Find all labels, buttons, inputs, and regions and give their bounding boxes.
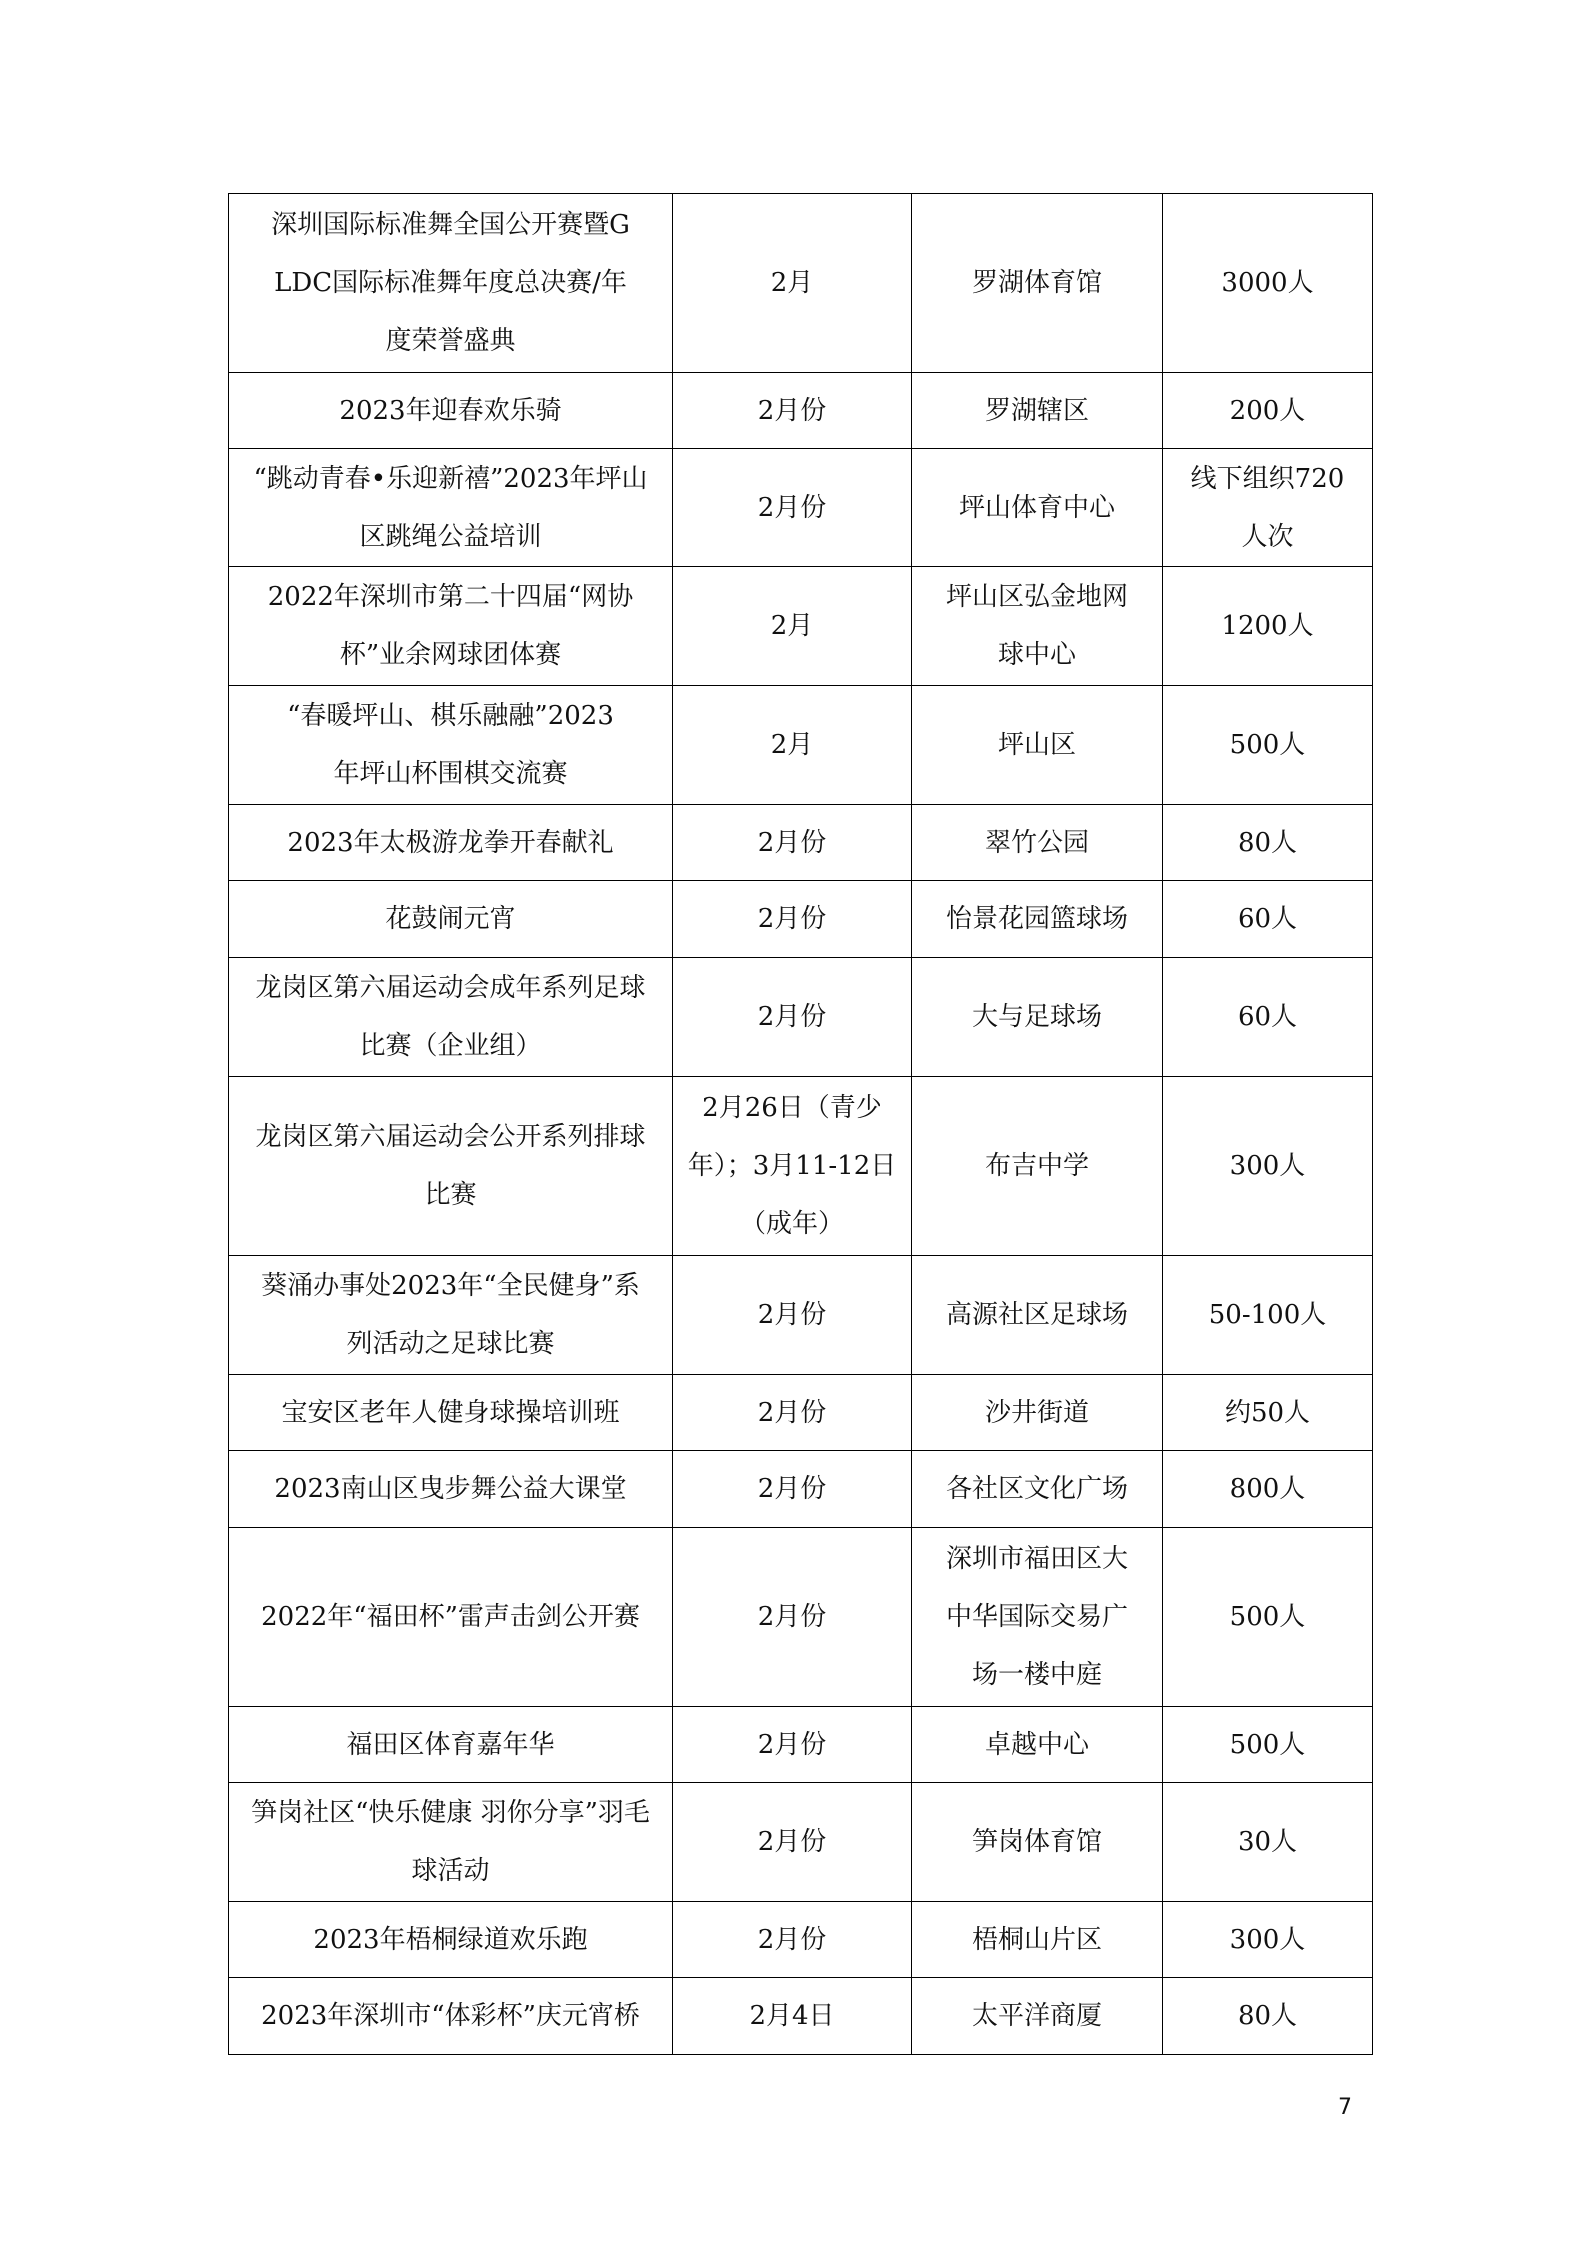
event-cell: 深圳国际标准舞全国公开赛暨GLDC国际标准舞年度总决赛/年度荣誉盛典 xyxy=(229,194,673,373)
event-cell: 2022年“福田杯”雷声击剑公开赛 xyxy=(229,1528,673,1707)
table-row xyxy=(229,958,1373,1077)
scale-cell: 60人 xyxy=(1163,881,1373,958)
table-row xyxy=(229,449,1373,567)
location-cell: 笋岗体育馆 xyxy=(912,1783,1163,1902)
scale-cell: 1200人 xyxy=(1163,567,1373,686)
location-cell: 坪山区弘金地网球中心 xyxy=(912,567,1163,686)
time-cell: 2月份 xyxy=(673,1375,912,1451)
event-cell: 2023南山区曳步舞公益大课堂 xyxy=(229,1451,673,1528)
table-row xyxy=(229,686,1373,805)
table-row xyxy=(229,194,1373,373)
event-cell: 宝安区老年人健身球操培训班 xyxy=(229,1375,673,1451)
time-cell: 2月份 xyxy=(673,373,912,449)
scale-cell: 800人 xyxy=(1163,1451,1373,1528)
location-cell: 坪山体育中心 xyxy=(912,449,1163,567)
time-cell: 2月4日 xyxy=(673,1978,912,2055)
scale-cell: 约50人 xyxy=(1163,1375,1373,1451)
event-cell: 笋岗社区“快乐健康 羽你分享”羽毛球活动 xyxy=(229,1783,673,1902)
table-row xyxy=(229,1783,1373,1902)
time-cell: 2月 xyxy=(673,194,912,373)
scale-cell: 80人 xyxy=(1163,1978,1373,2055)
scale-cell: 300人 xyxy=(1163,1077,1373,1256)
scale-cell: 线下组织720人次 xyxy=(1163,449,1373,567)
time-cell: 2月份 xyxy=(673,1707,912,1783)
events-table xyxy=(228,193,1373,2055)
table-row xyxy=(229,805,1373,881)
location-cell: 布吉中学 xyxy=(912,1077,1163,1256)
event-cell: 龙岗区第六届运动会成年系列足球比赛（企业组） xyxy=(229,958,673,1077)
time-cell: 2月份 xyxy=(673,1528,912,1707)
scale-cell: 60人 xyxy=(1163,958,1373,1077)
time-cell: 2月份 xyxy=(673,1256,912,1375)
scale-cell: 300人 xyxy=(1163,1902,1373,1978)
scale-cell: 500人 xyxy=(1163,1528,1373,1707)
location-cell: 各社区文化广场 xyxy=(912,1451,1163,1528)
time-cell: 2月份 xyxy=(673,1451,912,1528)
scale-cell: 50-100人 xyxy=(1163,1256,1373,1375)
table-row xyxy=(229,373,1373,449)
table-row xyxy=(229,1902,1373,1978)
event-cell: 龙岗区第六届运动会公开系列排球比赛 xyxy=(229,1077,673,1256)
location-cell: 卓越中心 xyxy=(912,1707,1163,1783)
table-row xyxy=(229,1707,1373,1783)
event-cell: 福田区体育嘉年华 xyxy=(229,1707,673,1783)
location-cell: 怡景花园篮球场 xyxy=(912,881,1163,958)
event-cell: 2023年太极游龙拳开春献礼 xyxy=(229,805,673,881)
event-cell: 花鼓闹元宵 xyxy=(229,881,673,958)
event-cell: 2022年深圳市第二十四届“网协杯”业余网球团体赛 xyxy=(229,567,673,686)
time-cell: 2月份 xyxy=(673,958,912,1077)
location-cell: 罗湖辖区 xyxy=(912,373,1163,449)
page-number: 7 xyxy=(1338,2095,1352,2120)
location-cell: 坪山区 xyxy=(912,686,1163,805)
event-cell: “春暖坪山、棋乐融融”2023年坪山杯围棋交流赛 xyxy=(229,686,673,805)
time-cell: 2月26日（青少年）；3月11-12日（成年） xyxy=(673,1077,912,1256)
time-cell: 2月份 xyxy=(673,449,912,567)
scale-cell: 500人 xyxy=(1163,1707,1373,1783)
scale-cell: 80人 xyxy=(1163,805,1373,881)
time-cell: 2月份 xyxy=(673,881,912,958)
table-row xyxy=(229,1256,1373,1375)
scale-cell: 500人 xyxy=(1163,686,1373,805)
scale-cell: 30人 xyxy=(1163,1783,1373,1902)
event-cell: 2023年迎春欢乐骑 xyxy=(229,373,673,449)
table-row xyxy=(229,1077,1373,1256)
location-cell: 罗湖体育馆 xyxy=(912,194,1163,373)
location-cell: 深圳市福田区大中华国际交易广场一楼中庭 xyxy=(912,1528,1163,1707)
event-cell: 2023年深圳市“体彩杯”庆元宵桥 xyxy=(229,1978,673,2055)
time-cell: 2月 xyxy=(673,567,912,686)
time-cell: 2月份 xyxy=(673,1902,912,1978)
event-cell: “跳动青春•乐迎新禧”2023年坪山区跳绳公益培训 xyxy=(229,449,673,567)
location-cell: 太平洋商厦 xyxy=(912,1978,1163,2055)
table-row xyxy=(229,1375,1373,1451)
location-cell: 翠竹公园 xyxy=(912,805,1163,881)
scale-cell: 3000人 xyxy=(1163,194,1373,373)
time-cell: 2月份 xyxy=(673,1783,912,1902)
table-row xyxy=(229,1528,1373,1707)
table-row xyxy=(229,881,1373,958)
location-cell: 沙井街道 xyxy=(912,1375,1163,1451)
location-cell: 高源社区足球场 xyxy=(912,1256,1163,1375)
scale-cell: 200人 xyxy=(1163,373,1373,449)
table-row xyxy=(229,1451,1373,1528)
table-row xyxy=(229,1978,1373,2055)
location-cell: 梧桐山片区 xyxy=(912,1902,1163,1978)
event-cell: 葵涌办事处2023年“全民健身”系列活动之足球比赛 xyxy=(229,1256,673,1375)
time-cell: 2月份 xyxy=(673,805,912,881)
table-row xyxy=(229,567,1373,686)
location-cell: 大与足球场 xyxy=(912,958,1163,1077)
time-cell: 2月 xyxy=(673,686,912,805)
event-cell: 2023年梧桐绿道欢乐跑 xyxy=(229,1902,673,1978)
